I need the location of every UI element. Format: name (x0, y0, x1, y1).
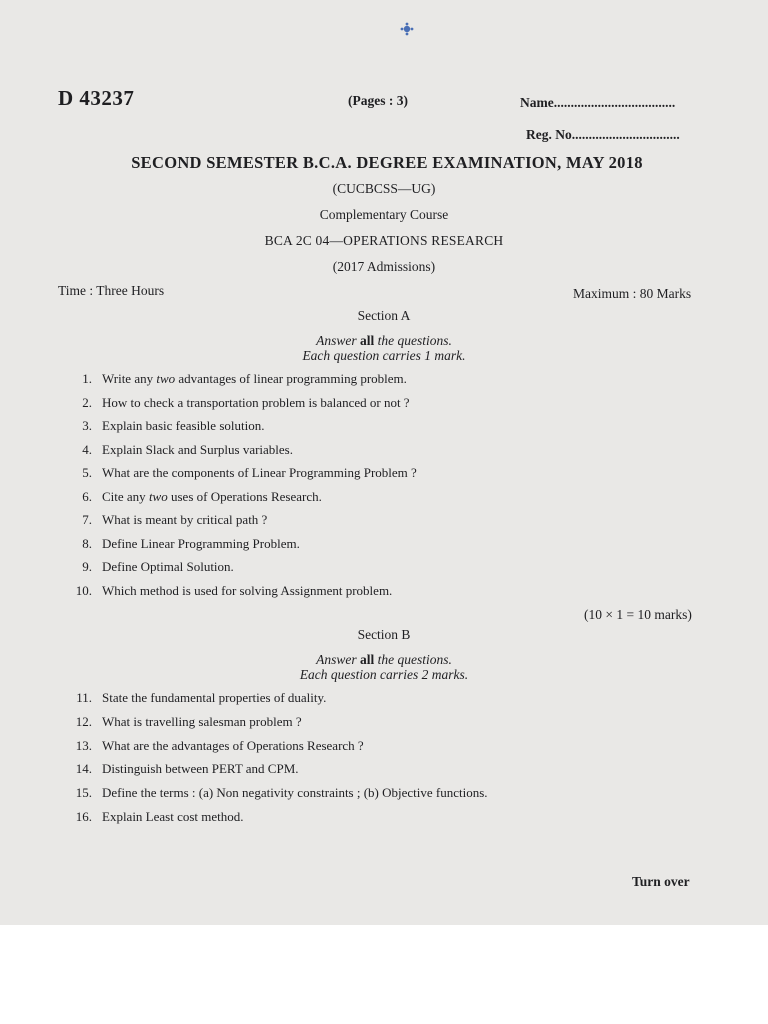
question-number: 3. (82, 418, 92, 433)
question-item (62, 418, 264, 434)
question-item (62, 442, 293, 458)
question-item (62, 465, 417, 481)
reg-no-field-label: Reg. No................................ (526, 127, 680, 142)
question-number: 7. (82, 512, 92, 527)
question-item (62, 761, 299, 777)
question-text: What is travelling salesman problem ? (102, 713, 302, 729)
question-number: 13. (75, 737, 92, 753)
question-text: What are the advantages of Operations Research ? (102, 737, 364, 753)
exam-scheme: (CUCBCSS—UG) (332, 181, 436, 196)
question-number: 12. (75, 713, 92, 729)
section-a-total-marks: (10 × 1 = 10 marks) (584, 607, 692, 622)
question-item (62, 371, 407, 387)
question-text: Define Linear Programming Problem. (102, 535, 300, 551)
question-text: Cite any (102, 488, 149, 504)
section-a-heading: Section A (357, 308, 411, 323)
page-count: (Pages : 3) (348, 93, 408, 108)
university-emblem-icon (400, 22, 414, 36)
exam-title: SECOND SEMESTER B.C.A. DEGREE EXAMINATION, MAY 2018 (131, 153, 643, 172)
question-item (62, 395, 410, 411)
turn-over-note: Turn over (632, 874, 690, 889)
question-text-end: advantages of linear programming problem. (175, 371, 407, 386)
question-text: How to check a transportation problem is balanced or not ? (102, 394, 410, 410)
question-number: 9. (82, 559, 92, 574)
question-item (62, 559, 234, 575)
exam-duration: Time : Three Hours (58, 283, 165, 298)
question-text: What is meant by critical path ? (102, 512, 268, 527)
question-number: 5. (82, 465, 92, 480)
question-item (62, 583, 392, 599)
course-type: Complementary Course (319, 207, 449, 222)
name-field-label: Name.................................... (520, 95, 676, 110)
question-item (62, 714, 302, 730)
section-b-heading: Section B (357, 627, 411, 642)
question-number: 2. (82, 394, 92, 410)
question-number: 10. (75, 582, 92, 598)
question-number: 8. (82, 535, 92, 551)
section-a-instruction: Answer all the questions. (316, 333, 452, 348)
question-number: 11. (76, 690, 92, 705)
question-text: State the fundamental properties of duality. (102, 690, 327, 705)
page-margin (0, 925, 768, 1024)
question-number: 14. (75, 761, 92, 777)
question-item (62, 690, 326, 706)
question-emphasis: two (148, 488, 168, 504)
question-number: 15. (75, 785, 92, 801)
question-item (62, 489, 322, 505)
question-text-end: uses of Operations Research. (167, 488, 322, 504)
question-item (62, 512, 267, 528)
question-number: 16. (75, 809, 92, 824)
question-number: 1. (82, 371, 92, 386)
question-text: Distinguish between PERT and CPM. (102, 761, 299, 777)
question-number: 4. (82, 441, 92, 457)
paper-code: D 43237 (58, 86, 135, 110)
admissions-year: (2017 Admissions) (332, 259, 436, 274)
question-text: Define the terms : (a) Non negativity constraints ; (b) Objective functions. (102, 785, 488, 801)
question-text: Explain basic feasible solution. (102, 418, 265, 433)
section-b-marks-note: Each question carries 2 marks. (299, 667, 469, 682)
question-item (62, 738, 364, 754)
question-text: What are the components of Linear Programming Problem ? (102, 465, 417, 480)
question-text: Write any (102, 371, 157, 386)
question-item (62, 536, 300, 552)
section-a-marks-note: Each question carries 1 mark. (302, 348, 466, 363)
question-text: Explain Slack and Surplus variables. (102, 441, 293, 457)
subject-title: BCA 2C 04—OPERATIONS RESEARCH (264, 233, 504, 248)
section-b-instruction: Answer all the questions. (316, 652, 452, 667)
question-emphasis: two (156, 371, 176, 386)
question-text: Which method is used for solving Assignment problem. (102, 582, 393, 598)
question-item (62, 809, 244, 825)
question-item (62, 785, 488, 801)
question-text: Define Optimal Solution. (102, 559, 234, 574)
question-text: Explain Least cost method. (102, 809, 244, 824)
maximum-marks: Maximum : 80 Marks (573, 286, 692, 301)
question-number: 6. (82, 488, 92, 504)
